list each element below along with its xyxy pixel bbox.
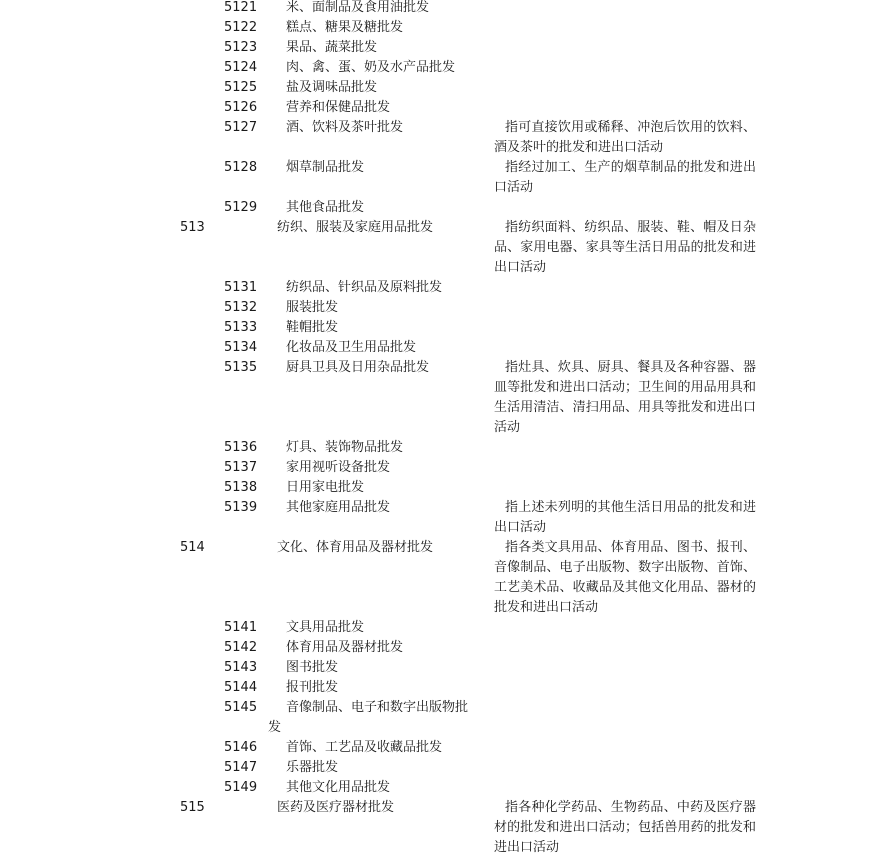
category-code: 5124 <box>224 60 258 75</box>
category-code: 5135 <box>224 360 258 375</box>
category-description: 指灶具、炊具、厨具、餐具及各种容器、器皿等批发和进出口活动；卫生间的用品用具和生活用清洁、清扫用品、用具等批发和进出口活动 <box>494 360 756 435</box>
category-code: 5122 <box>224 20 258 35</box>
category-code: 5121 <box>224 0 258 15</box>
category-name: 糕点、糖果及糖批发 <box>286 20 404 35</box>
category-code: 5141 <box>224 620 258 635</box>
category-code: 5146 <box>224 740 258 755</box>
category-name: 其他食品批发 <box>286 200 365 215</box>
category-description: 指上述未列明的其他生活日用品的批发和进出口活动 <box>494 500 756 535</box>
category-name: 营养和保健品批发 <box>286 100 391 115</box>
category-name: 灯具、装饰物品批发 <box>286 440 404 455</box>
category-name: 文具用品批发 <box>286 620 365 635</box>
category-name: 其他文化用品批发 <box>286 780 391 795</box>
category-name: 体育用品及器材批发 <box>286 640 404 655</box>
category-name: 盐及调味品批发 <box>286 80 378 95</box>
category-name: 报刊批发 <box>286 680 339 695</box>
category-code: 5139 <box>224 500 258 515</box>
category-name: 首饰、工艺品及收藏品批发 <box>286 740 443 755</box>
category-name: 乐器批发 <box>286 760 339 775</box>
category-code: 5127 <box>224 120 258 135</box>
category-code: 5129 <box>224 200 258 215</box>
category-name: 日用家电批发 <box>286 480 365 495</box>
category-code: 5131 <box>224 280 258 295</box>
category-name: 酒、饮料及茶叶批发 <box>286 120 404 135</box>
category-name: 音像制品、电子和数字出版物批 <box>286 700 469 715</box>
category-code: 5137 <box>224 460 258 475</box>
category-name: 其他家庭用品批发 <box>286 500 391 515</box>
category-code: 513 <box>180 220 205 235</box>
category-code: 5128 <box>224 160 258 175</box>
category-code: 5133 <box>224 320 258 335</box>
category-code: 5123 <box>224 40 258 55</box>
category-name: 厨具卫具及日用杂品批发 <box>286 360 430 375</box>
category-name: 服装批发 <box>286 300 339 315</box>
category-name: 肉、禽、蛋、奶及水产品批发 <box>286 60 456 75</box>
category-name: 医药及医疗器材批发 <box>277 800 395 815</box>
category-code: 5134 <box>224 340 258 355</box>
category-name: 图书批发 <box>286 660 339 675</box>
category-name: 文化、体育用品及器材批发 <box>277 540 434 555</box>
category-code: 5149 <box>224 780 258 795</box>
category-code: 5138 <box>224 480 258 495</box>
category-code: 5126 <box>224 100 258 115</box>
category-code: 5143 <box>224 660 258 675</box>
category-name: 果品、蔬菜批发 <box>286 40 378 55</box>
category-name: 鞋帽批发 <box>286 320 339 335</box>
category-code: 5144 <box>224 680 258 695</box>
category-name: 米、面制品及食用油批发 <box>286 0 430 15</box>
category-name: 化妆品及卫生用品批发 <box>286 340 417 355</box>
category-name: 家用视听设备批发 <box>286 460 391 475</box>
category-code: 5145 <box>224 700 258 715</box>
category-code: 5136 <box>224 440 258 455</box>
category-code: 514 <box>180 540 205 555</box>
category-code: 5142 <box>224 640 258 655</box>
category-code: 5147 <box>224 760 258 775</box>
category-description: 指各类文具用品、体育用品、图书、报刊、音像制品、电子出版物、数字出版物、首饰、工艺美术品、收藏品及其他文化用品、器材的批发和进出口活动 <box>494 540 756 615</box>
category-name: 纺织、服装及家庭用品批发 <box>277 220 434 235</box>
category-name: 纺织品、针织品及原料批发 <box>286 280 443 295</box>
category-code: 515 <box>180 800 205 815</box>
category-name-continuation: 发 <box>268 720 282 735</box>
category-code: 5132 <box>224 300 258 315</box>
category-description: 指各种化学药品、生物药品、中药及医疗器材的批发和进出口活动；包括兽用药的批发和进出口活动 <box>494 800 756 855</box>
category-description: 指纺织面料、纺织品、服装、鞋、帽及日杂品、家用电器、家具等生活日用品的批发和进出口活动 <box>494 220 756 275</box>
category-description: 指可直接饮用或稀释、冲泡后饮用的饮料、酒及茶叶的批发和进出口活动 <box>494 120 756 155</box>
category-code: 5125 <box>224 80 258 95</box>
category-description: 指经过加工、生产的烟草制品的批发和进出口活动 <box>494 160 756 195</box>
category-name: 烟草制品批发 <box>286 160 365 175</box>
